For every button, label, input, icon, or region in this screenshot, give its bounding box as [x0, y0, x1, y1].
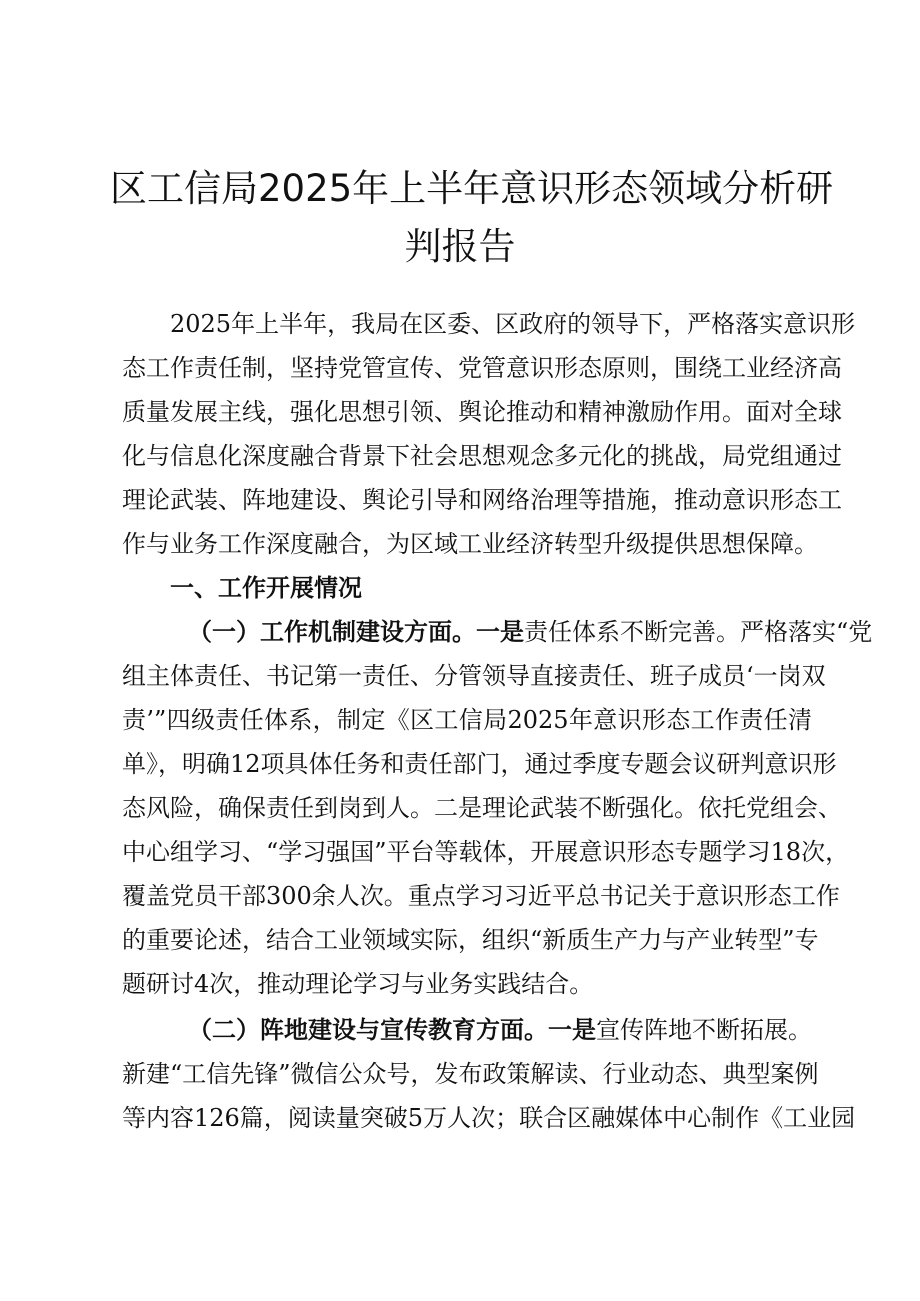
- paragraph-line: 作与业务工作深度融合，为区域工业经济转型升级提供思想保障。: [122, 530, 818, 558]
- paragraph-line: 覆盖党员干部300余人次。重点学习习近平总书记关于意识形态工作: [122, 882, 840, 910]
- paragraph-line: 单》，明确12项具体任务和责任部门，通过季度专题会议研判意识形: [122, 750, 837, 778]
- subsection-1-lead: （一）工作机制建设方面。一是: [188, 617, 524, 646]
- paragraph-line: 化与信息化深度融合背景下社会思想观念多元化的挑战，局党组通过: [122, 442, 842, 470]
- paragraph-line: 的重要论述，结合工业领域实际，组织“新质生产力与产业转型”专: [122, 926, 819, 954]
- paragraph-line: 态风险，确保责任到岗到人。二是理论武装不断强化。依托党组会、: [122, 794, 842, 822]
- paragraph-line: 态工作责任制，坚持党管宣传、党管意识形态原则，围绕工业经济高: [122, 354, 842, 382]
- paragraph-line: 理论武装、阵地建设、舆论引导和网络治理等措施，推动意识形态工: [122, 486, 842, 514]
- document-title-line-2: 判报告: [404, 225, 516, 268]
- subsection-2-lead-rest: 宣传阵地不断拓展。: [596, 1016, 812, 1044]
- paragraph-line: 组主体责任、书记第一责任、分管领导直接责任、班子成员‘一岗双: [122, 662, 826, 690]
- subsection-1-first-line: [188, 610, 873, 654]
- paragraph-line: 等内容126篇，阅读量突破5万人次；联合区融媒体中心制作《工业园: [122, 1104, 856, 1132]
- paragraph-line: 题研讨4次，推动理论学习与业务实践结合。: [122, 970, 594, 998]
- paragraph-line: 责’”四级责任体系，制定《区工信局2025年意识形态工作责任清: [122, 706, 812, 734]
- document-title-line-1: 区工信局2025年上半年意识形态领域分析研: [110, 167, 834, 210]
- paragraph-line: 2025年上半年，我局在区委、区政府的领导下，严格落实意识形: [170, 310, 856, 338]
- paragraph-line: 中心组学习、“学习强国”平台等载体，开展意识形态专题学习18次，: [122, 838, 850, 866]
- subsection-2-first-line: [188, 1008, 812, 1052]
- paragraph-line: 新建“工信先锋”微信公众号，发布政策解读、行业动态、典型案例: [122, 1060, 819, 1088]
- subsection-2-lead: （二）阵地建设与宣传教育方面。一是: [188, 1015, 596, 1044]
- subsection-1-lead-rest: 责任体系不断完善。严格落实“党: [524, 618, 873, 646]
- section-heading: 一、工作开展情况: [170, 573, 362, 602]
- paragraph-line: 质量发展主线，强化思想引领、舆论推动和精神激励作用。面对全球: [122, 398, 842, 426]
